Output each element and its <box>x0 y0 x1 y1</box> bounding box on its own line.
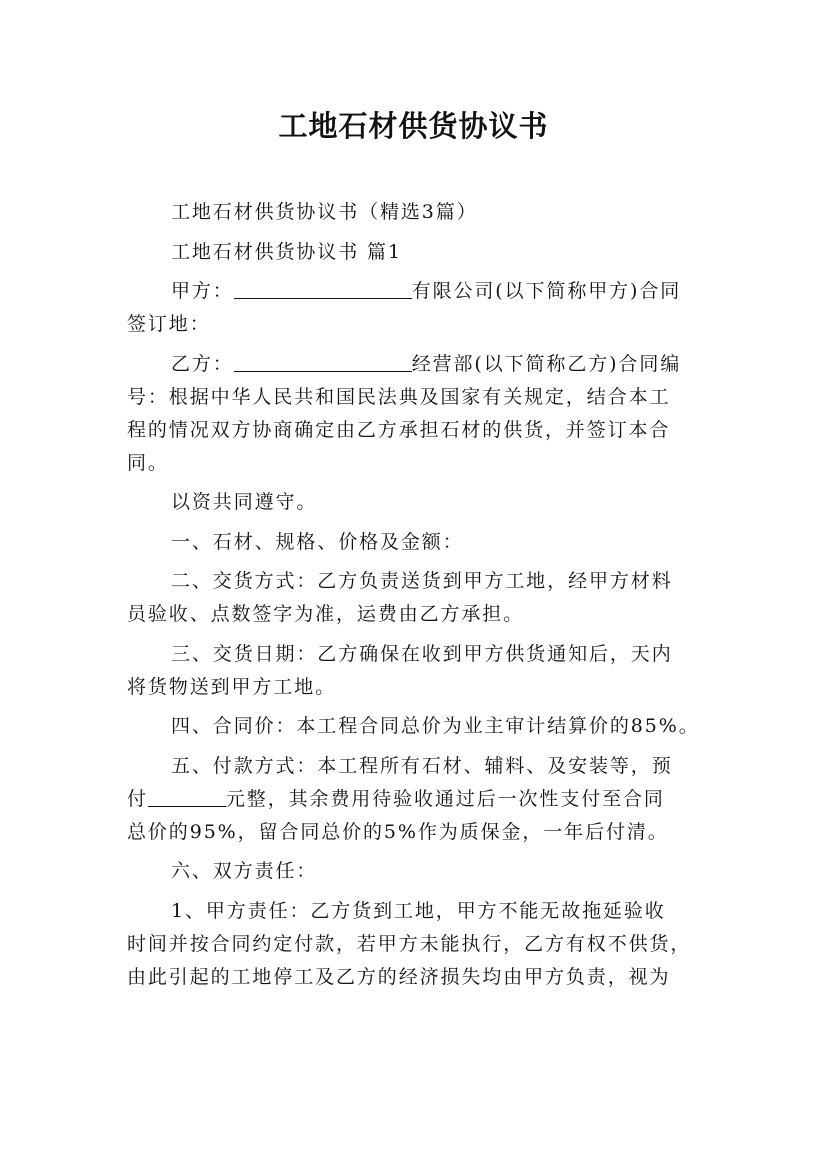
party-a-label: 甲方： <box>171 280 234 302</box>
party-b-name-blank <box>234 349 412 372</box>
item-5-line-3: 总价的95%，留合同总价的5%作为质保金，一年后付清。 <box>127 820 669 843</box>
document-title: 工地石材供货协议书 <box>278 109 549 143</box>
item-5-line-2 <box>127 783 717 816</box>
subtitle-paragraph: 工地石材供货协议书（精选3篇） <box>171 201 478 223</box>
item-6-1-line-2: 时间并按合同约定付款，若甲方未能执行，乙方有权不供货， <box>127 932 692 955</box>
party-a-rest: 有限公司(以下简称甲方)合同 <box>411 280 682 302</box>
item-2-line-1: 二、交货方式：乙方负责送货到甲方工地，经甲方材料 <box>171 570 673 592</box>
party-b-paragraph <box>127 348 717 480</box>
item-3-line-1: 三、交货日期：乙方确保在收到甲方供货通知后，天内 <box>171 642 673 665</box>
party-a-name-blank <box>234 276 412 299</box>
party-b-label: 乙方： <box>171 352 234 375</box>
party-b-line-4: 同。 <box>127 451 169 474</box>
item-5-prepay-label: 付 <box>127 787 148 810</box>
party-a-paragraph <box>127 275 717 341</box>
party-b-rest: 经营部(以下简称乙方)合同编 <box>411 352 682 375</box>
item-4-paragraph: 四、合同价：本工程合同总价为业主审计结算价的85%。 <box>171 715 700 737</box>
party-b-line-2: 号：根据中华人民共和国民法典及国家有关规定，结合本工 <box>127 385 671 408</box>
item-6-1-line-3: 由此引起的工地停工及乙方的经济损失均由甲方负责，视为 <box>127 965 671 988</box>
section-heading: 工地石材供货协议书 篇1 <box>171 240 402 263</box>
item-6-paragraph: 六、双方责任： <box>171 860 318 882</box>
party-a-line-2: 签订地： <box>127 313 211 335</box>
party-b-line-3: 程的情况双方协商确定由乙方承担石材的供货，并签订本合 <box>127 418 671 441</box>
comply-paragraph: 以资共同遵守。 <box>171 491 318 513</box>
item-5-paragraph <box>127 750 717 849</box>
party-b-line-1 <box>127 348 717 381</box>
item-3-paragraph <box>127 638 717 704</box>
item-5-line-1: 五、付款方式：本工程所有石材、辅料、及安装等，预 <box>171 754 673 777</box>
item-3-line-2: 将货物送到甲方工地。 <box>127 675 337 698</box>
item-1-paragraph: 一、石材、规格、价格及金额： <box>171 530 464 553</box>
party-a-line-1 <box>127 275 717 308</box>
item-5-line-2-rest: 元整，其余费用待验收通过后一次性支付至合同 <box>225 787 665 810</box>
prepay-amount-blank <box>148 784 226 807</box>
item-2-line-2: 员验收、点数签字为准，运费由乙方承担。 <box>127 603 525 625</box>
item-6-1-paragraph <box>127 895 717 994</box>
item-2-paragraph <box>127 565 717 631</box>
item-6-1-line-1: 1、甲方责任：乙方货到工地，甲方不能无故拖延验收 <box>171 899 666 922</box>
document-body <box>127 196 717 1000</box>
